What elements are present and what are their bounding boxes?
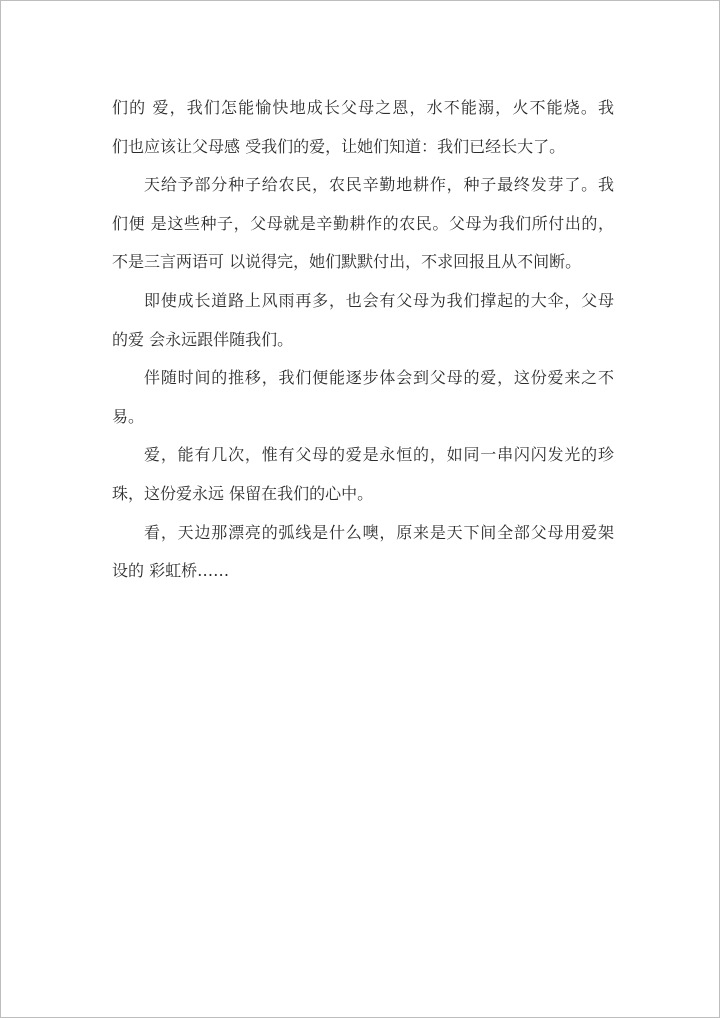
paragraph-line: 珠，这份爱永远 保留在我们的心中。 [112, 483, 374, 503]
paragraph-line: 设的 彩虹桥…… [112, 561, 230, 581]
paragraph-4 [112, 359, 614, 436]
paragraph-line: 爱，能有几次，惟有父母的爱是永恒的，如同一串闪闪发光的珍 [144, 445, 614, 465]
paragraph-line: 的爱 会永远跟伴随我们。 [112, 329, 294, 349]
paragraph-line: 天给予部分种子给农民，农民辛勤地耕作，种子最终发芽了。我 [144, 175, 614, 195]
paragraph-line: 们便 是这些种子，父母就是辛勤耕作的农民。父母为我们所付出的， [112, 213, 614, 233]
paragraph-line: 看，天边那漂亮的弧线是什么噢，原来是天下间全部父母用爱架 [144, 522, 614, 542]
paragraph-2 [112, 166, 614, 282]
paragraph-line: 伴随时间的推移，我们便能逐步体会到父母的爱，这份爱来之不 [144, 368, 614, 388]
paragraph-line: 们的 爱，我们怎能愉快地成长父母之恩，水不能溺，火不能烧。我 [112, 98, 614, 117]
paragraph-line: 们也应该让父母感 受我们的爱，让她们知道：我们已经长大了。 [112, 136, 566, 156]
paragraph-line: 即使成长道路上风雨再多，也会有父母为我们撑起的大伞，父母 [144, 290, 614, 310]
paragraph-1 [112, 89, 614, 166]
paragraph-5 [112, 436, 614, 513]
paragraph-line: 不是三言两语可 以说得完，她们默默付出，不求回报且从不间断。 [112, 252, 582, 272]
document-body [112, 89, 614, 591]
paragraph-6 [112, 514, 614, 591]
paragraph-3 [112, 282, 614, 359]
paragraph-line: 易。 [112, 406, 145, 426]
